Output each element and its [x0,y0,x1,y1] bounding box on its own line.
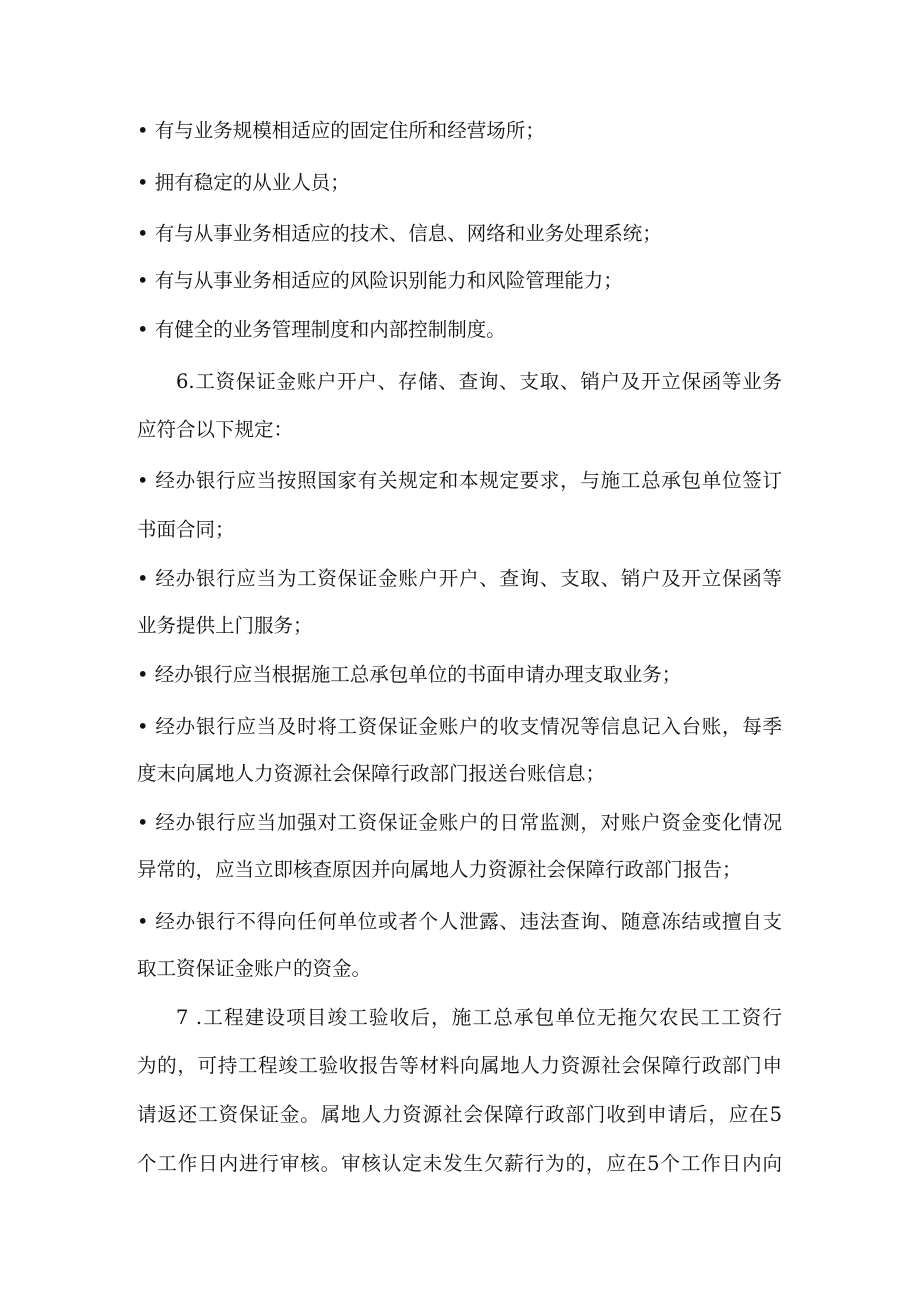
paragraph-7-line-1: 7 .工程建设项目竣工验收后，施工总承包单位无拖欠农民工工资行 [176,1006,782,1029]
bank-rule-ledger-line-2: 度末向属地人力资源社会保障行政部门报送台账信息； [137,762,606,785]
paragraph-6-line-1: 6.工资保证金账户开户、存储、查询、支取、销户及开立保函等业务 [176,370,782,393]
bank-rule-withdrawal: • 经办银行应当根据施工总承包单位的书面申请办理支取业务； [137,663,682,686]
bullet-item-premises: • 有与业务规模相适应的固定住所和经营场所； [137,119,545,142]
bank-rule-contract-line-1: • 经办银行应当按照国家有关规定和本规定要求，与施工总承包单位签订 [137,469,782,492]
paragraph-7-line-4: 个工作日内进行审核。审核认定未发生欠薪行为的，应在5个工作日内向 [137,1152,782,1175]
paragraph-7-line-2: 为的，可持工程竣工验收报告等材料向属地人力资源社会保障行政部门申 [137,1054,782,1077]
bank-rule-monitoring-line-2: 异常的，应当立即核查原因并向属地人力资源社会保障行政部门报告； [137,858,742,881]
paragraph-6-line-2: 应符合以下规定： [137,418,294,441]
bullet-item-risk: • 有与从事业务相适应的风险识别能力和风险管理能力； [137,269,623,292]
bullet-item-systems: • 有与从事业务相适应的技术、信息、网络和业务处理系统； [137,222,662,245]
bank-rule-service-line-1: • 经办银行应当为工资保证金账户开户、查询、支取、销户及开立保函等 [137,567,782,590]
bank-rule-confidentiality-line-2: 取工资保证金账户的资金。 [137,957,372,980]
bank-rule-contract-line-2: 书面合同； [137,518,235,541]
bank-rule-ledger-line-1: • 经办银行应当及时将工资保证金账户的收支情况等信息记入台账，每季 [137,715,782,738]
bank-rule-monitoring-line-1: • 经办银行应当加强对工资保证金账户的日常监测，对账户资金变化情况 [137,811,782,834]
bank-rule-service-line-2: 业务提供上门服务； [137,614,313,637]
bank-rule-confidentiality-line-1: • 经办银行不得向任何单位或者个人泄露、违法查询、随意冻结或擅自支 [137,910,782,933]
bullet-item-staff: • 拥有稳定的从业人员； [137,171,350,194]
bullet-item-controls: • 有健全的业务管理制度和内部控制制度。 [137,318,506,341]
paragraph-7-line-3: 请返还工资保证金。属地人力资源社会保障行政部门收到申请后，应在5 [137,1103,782,1126]
